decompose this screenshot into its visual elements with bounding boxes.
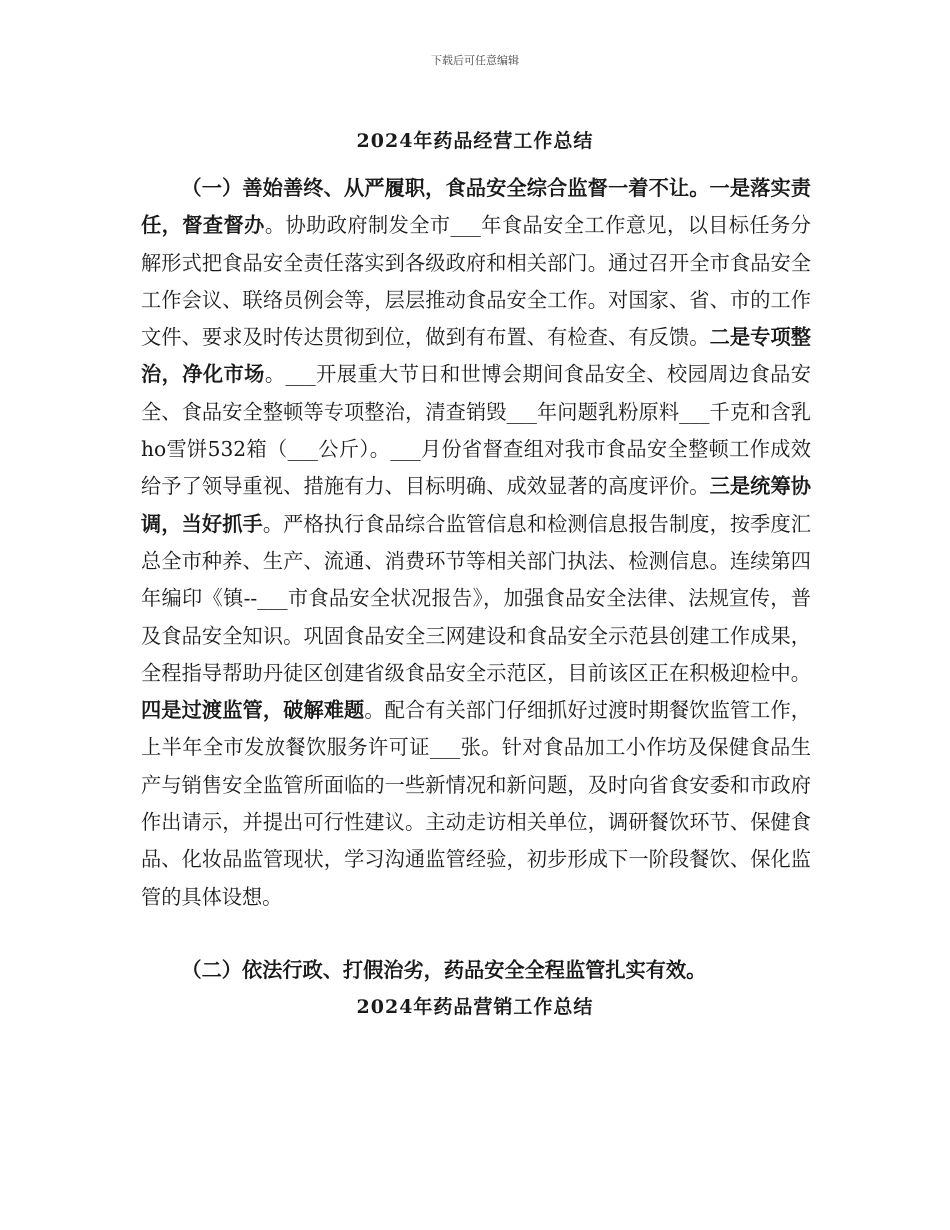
point-3-text: 。严格执行食品综合监管信息和检测信息报告制度，按季度汇总全市种养、生产、流通、消费环节等相关部门执法、检测信息。连续第四年编印《镇--___市食品安全状况报告》，加强食品安全法律、法规宣传，普及食品安全知识。巩固食品安全三网建设和食品安全示范县创建工作成果，全程指导帮助丹徒区创建省级食品安全示范区，目前该区正在积极迎检中。 (141, 511, 811, 685)
point-4-text: 。配合有关部门仔细抓好过渡时期餐饮监管工作，上半年全市发放餐饮服务许可证___张。针对食品加工小作坊及保健食品生产与销售安全监管所面临的一些新情况和新问题，及时向省食安委和市政府作出请示，并提出可行性建议。主动走访相关单位，调研餐饮环节、保健食品、化妆品监管现状，学习沟通监管经验，初步形成下一阶段餐饮、保化监管的具体设想。 (141, 698, 811, 909)
document-title: 2024年药品经营工作总结 (356, 130, 594, 152)
point-1-text: 。协助政府制发全市___年食品安全工作意见，以目标任务分解形式把食品安全责任落实到各级政府和相关部门。通过召开全市食品安全工作会议、联络员例会等，层层推动食品安全工作。对国家、省、市的工作文件、要求及时传达贯彻到位，做到有布置、有检查、有反馈。 (141, 213, 811, 350)
paragraph-1 (141, 170, 811, 916)
point-2-text: 。___开展重大节日和世博会期间食品安全、校园周边食品安全、食品安全整顿等专项整治，清查销毁___年问题乳粉原料___千克和含乳ho雪饼532箱（___公斤）。___月份省督查组对我市食品安全整顿工作成效给予了领导重视、措施有力、目标明确、成效显著的高度评价。 (141, 362, 811, 499)
page-header-note: 下载后可任意编辑 (431, 54, 519, 67)
point-3-label: 三是统筹协调，当好抓手 (141, 474, 811, 536)
section-heading-2: （二）依法行政、打假治劣，药品安全全程监管扎实有效。 (181, 958, 707, 982)
point-2-label: 二是专项整治，净化市场 (141, 325, 811, 387)
point-4-label: 四是过渡监管，破解难题 (141, 698, 365, 723)
point-1-label: 一是落实责任，督查督办 (141, 176, 811, 238)
document-body (141, 170, 811, 916)
section-heading-1: （一）善始善终、从严履职，食品安全综合监督一着不让。 (181, 176, 710, 200)
document-title-2: 2024年药品营销工作总结 (356, 996, 594, 1018)
